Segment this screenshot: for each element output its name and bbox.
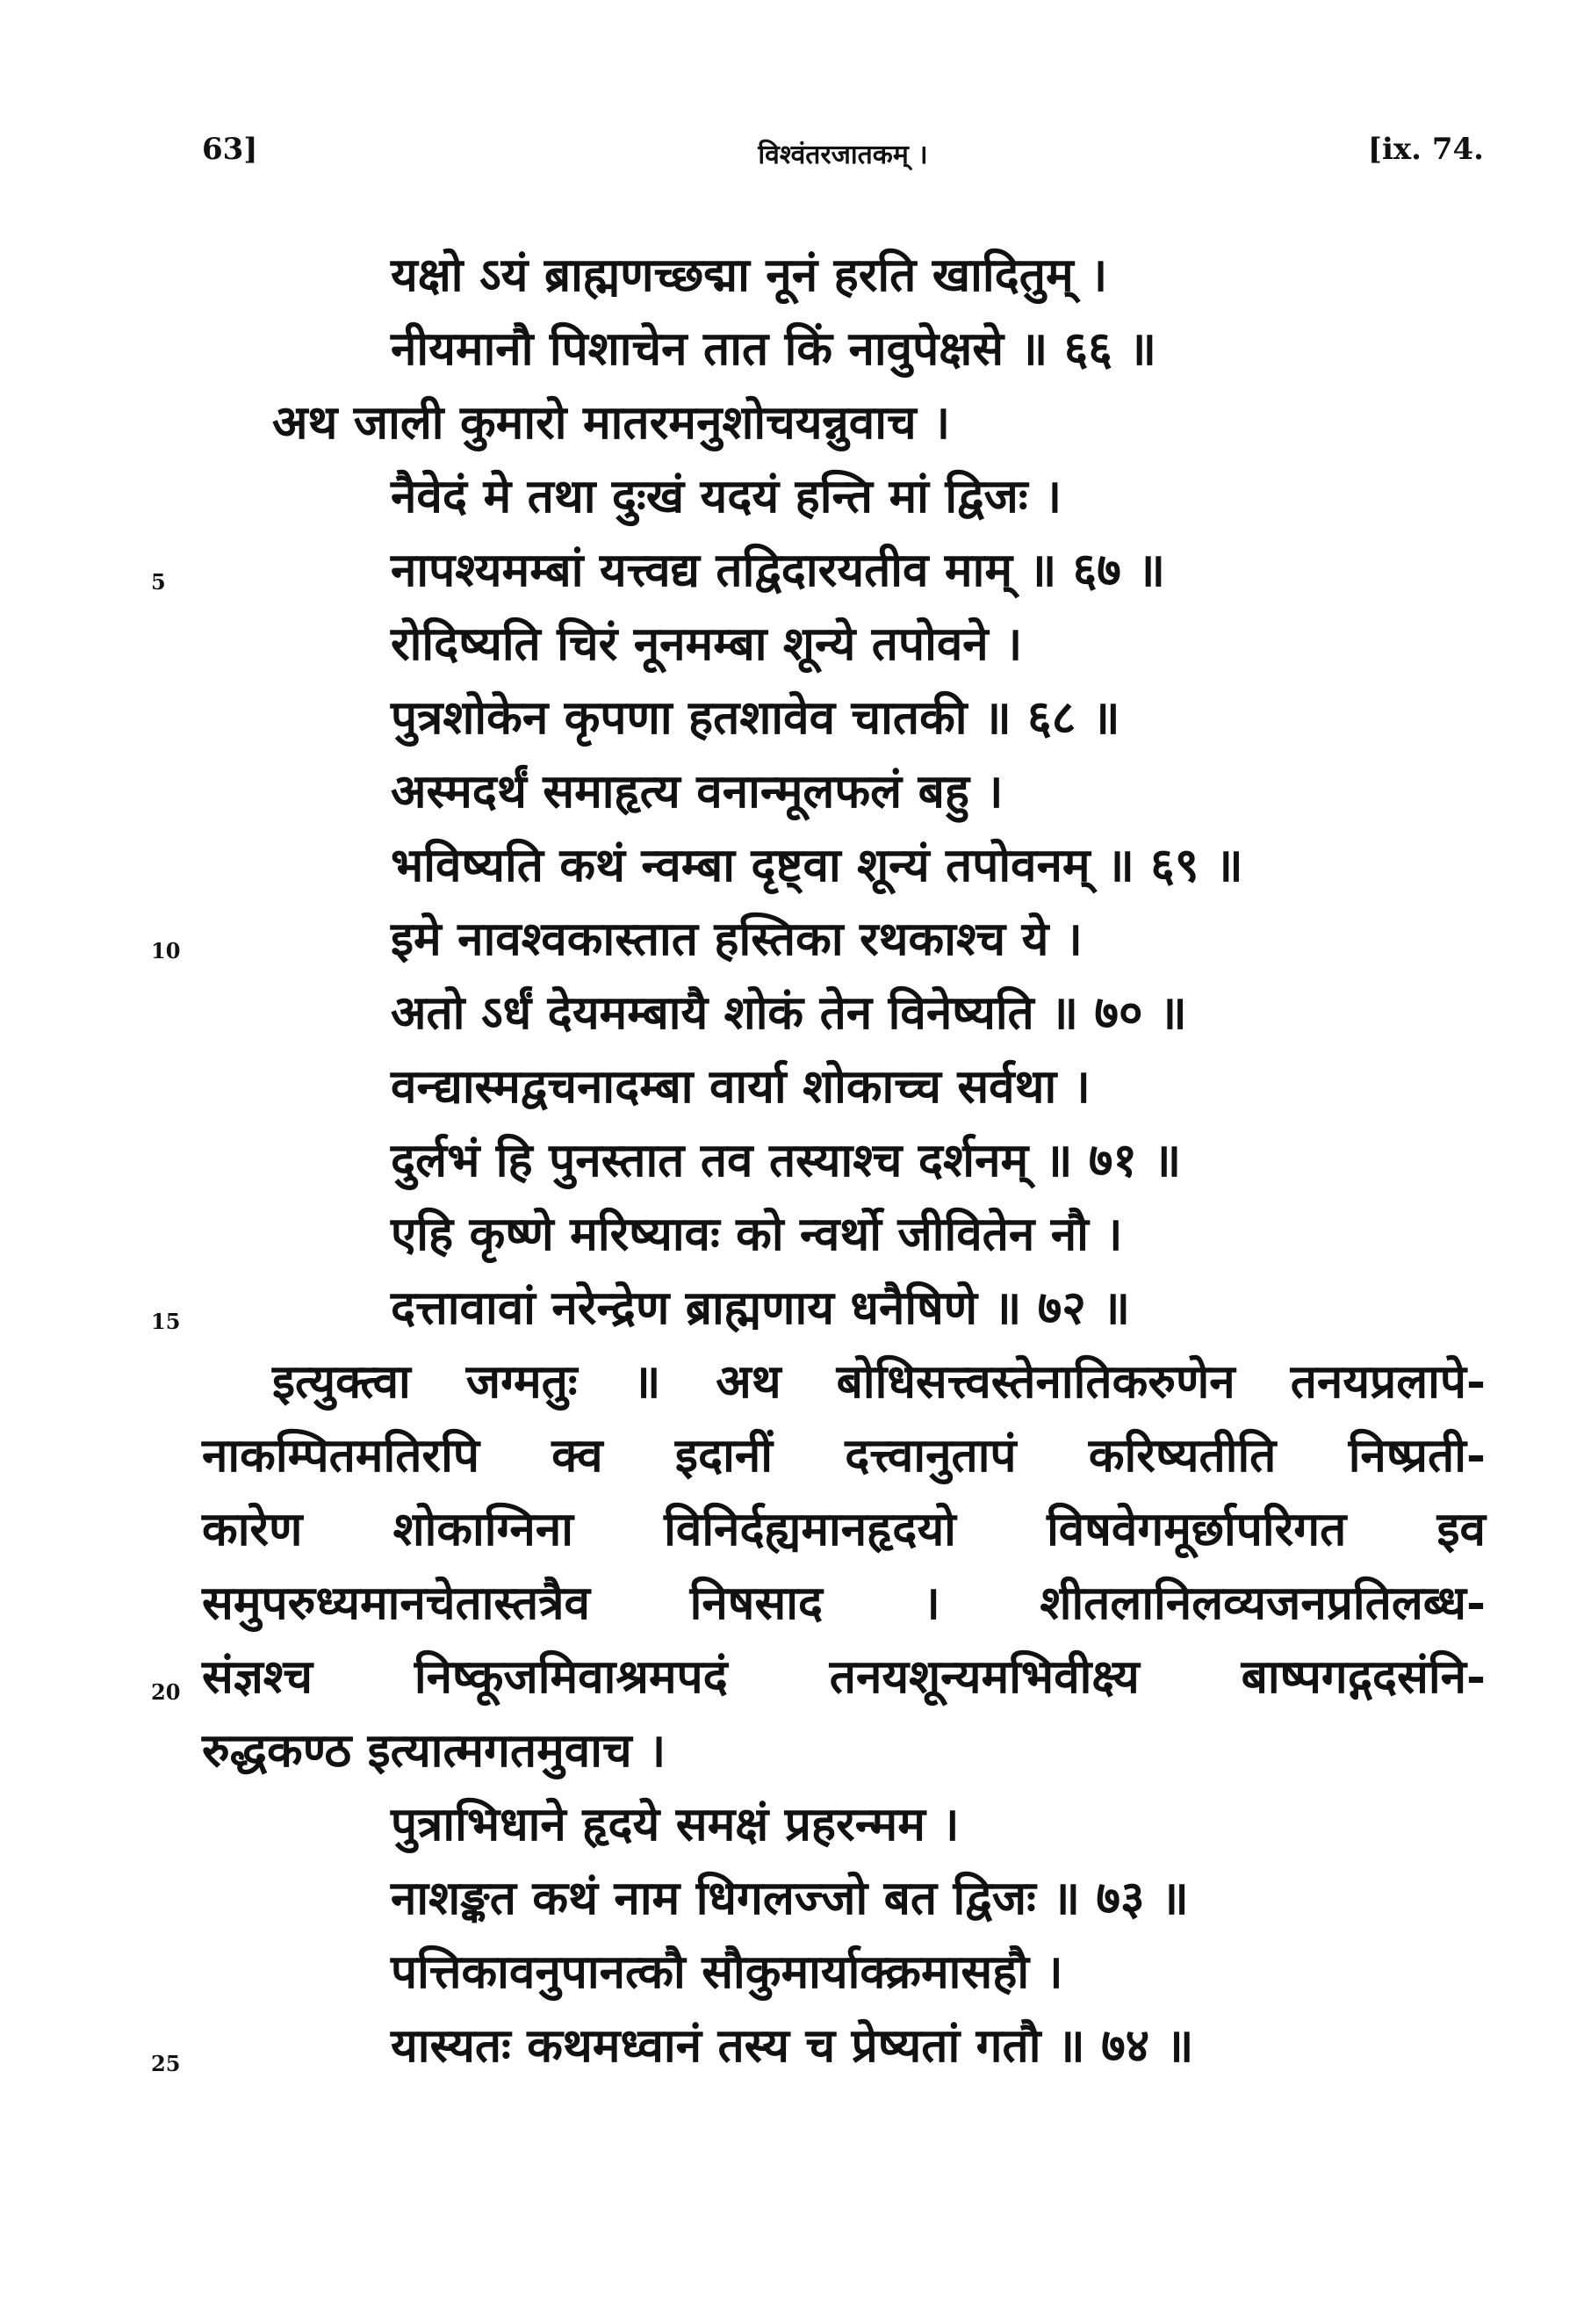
text-line: नाकम्पितमतिरपि क्व इदानीं दत्त्वानुतापं करिष्यतीति निष्प्रती- <box>202 1428 1486 1483</box>
text-line: यास्यतः कथमध्वानं तस्य च प्रेष्यतां गतौ ॥ ७४ ॥ <box>391 2018 1194 2073</box>
text-line: इत्युक्त्वा जग्मतुः ॥ अथ बोधिसत्त्वस्तेनातिकरुणेन तनयप्रलापे- <box>272 1354 1486 1409</box>
section-reference: [ix. 74. <box>1367 132 1484 167</box>
text-line: पुत्रशोकेन कृपणा हतशावेव चातकी ॥ ६८ ॥ <box>391 690 1120 745</box>
running-title: विश्वंतरजातकम् । <box>758 140 928 170</box>
text-line: इमे नावश्वकास्तात हस्तिका रथकाश्च ये । <box>391 912 1083 966</box>
page-header <box>202 132 1484 184</box>
text-line: नीयमानौ पिशाचेन तात किं नावुपेक्षसे ॥ ६६ ॥ <box>391 321 1157 376</box>
line-number-25: 25 <box>151 2051 181 2076</box>
text-line: संज्ञश्च निष्कूजमिवाश्रमपदं तनयशून्यमभिवीक्ष्य बाष्पगद्गदसंनि- <box>202 1649 1486 1704</box>
text-line: नैवेदं मे तथा दुःखं यदयं हन्ति मां द्विजः । <box>391 469 1062 523</box>
text-line: दुर्लभं हि पुनस्तात तव तस्याश्च दर्शनम् ॥ ७१ ॥ <box>391 1133 1182 1187</box>
line-number-10: 10 <box>151 938 181 964</box>
text-line: पुत्राभिधाने हृदये समक्षं प्रहरन्मम । <box>391 1797 960 1851</box>
text-line: समुपरुध्यमानचेतास्तत्रैव निषसाद । शीतलानिलव्यजनप्रतिलब्ध- <box>202 1576 1486 1630</box>
text-line: अस्मदर्थं समाहृत्य वनान्मूलफलं बहु । <box>391 764 1004 819</box>
text-line: कारेण शोकाग्निना विनिर्दह्यमानहृदयो विषवेगमूर्छापरिगत इव <box>202 1502 1486 1556</box>
text-line: भविष्यति कथं न्वम्बा दृष्ट्वा शून्यं तपोवनम् ॥ ६९ ॥ <box>391 838 1243 892</box>
line-number-15: 15 <box>151 1309 181 1334</box>
line-number-20: 20 <box>151 1679 181 1705</box>
line-number-5: 5 <box>151 569 166 595</box>
text-line: दत्तावावां नरेन्द्रेण ब्राह्मणाय धनैषिणे ॥ ७२ ॥ <box>391 1281 1131 1335</box>
text-line: अथ जाली कुमारो मातरमनुशोचयन्नुवाच । <box>272 395 951 450</box>
text-line: नापश्यमम्बां यत्त्वद्य तद्विदारयतीव माम् ॥ ६७ ॥ <box>391 543 1166 597</box>
text-line: एहि कृष्णे मरिष्यावः को न्वर्थो जीवितेन नौ । <box>391 1207 1123 1261</box>
text-line: यक्षो ऽयं ब्राह्मणच्छद्मा नूनं हरति खादितुम् । <box>391 248 1108 302</box>
text-line: वन्द्यास्मद्वचनादम्बा वार्या शोकाच्च सर्वथा । <box>391 1059 1091 1114</box>
text-line: पत्तिकावनुपानत्कौ सौकुमार्याक्क्रमासहौ । <box>391 1945 1063 1999</box>
text-line: रोदिष्यति चिरं नूनमम्बा शून्ये तपोवने । <box>391 617 1023 671</box>
text-line: नाशङ्कत कथं नाम धिगलज्जो बत द्विजः ॥ ७३ ॥ <box>391 1871 1189 1925</box>
text-line: रुद्धकण्ठ इत्यात्मगतमुवाच । <box>202 1723 666 1778</box>
text-line: अतो ऽर्धं देयमम्बायै शोकं तेन विनेष्यति ॥ ७० ॥ <box>391 985 1187 1040</box>
page-number: 63] <box>202 132 258 167</box>
